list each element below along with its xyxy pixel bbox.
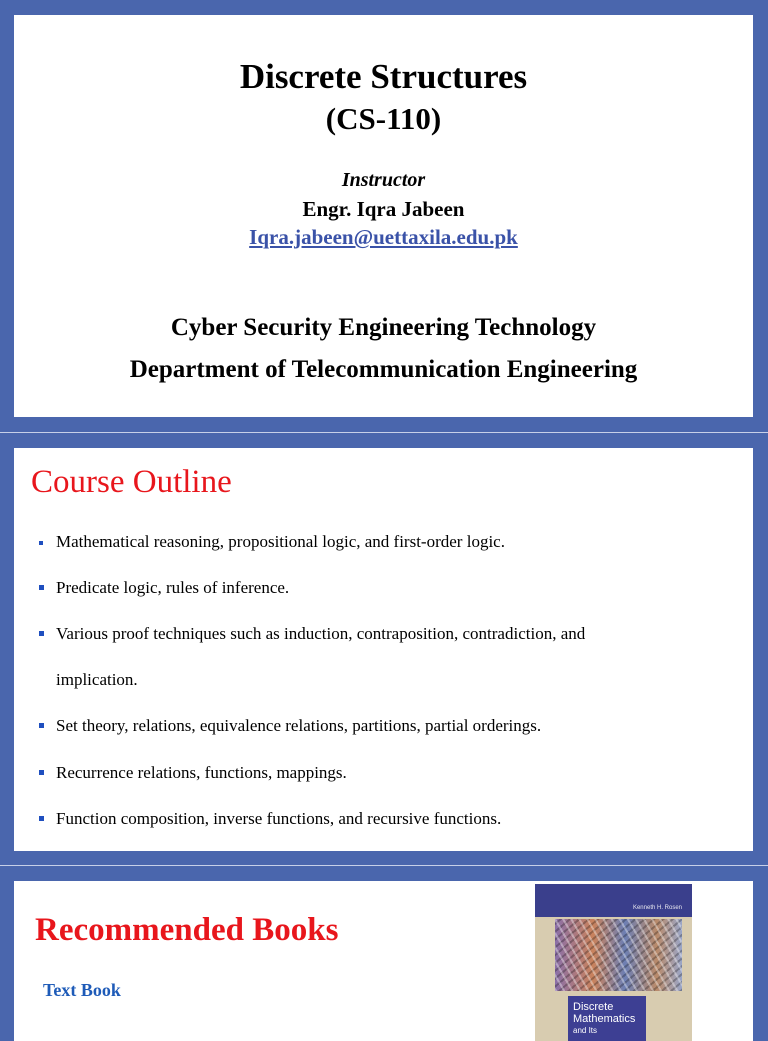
book-title-line: Discrete: [573, 1001, 614, 1013]
list-item-text: Set theory, relations, equivalence relations, partitions, partial orderings.: [56, 716, 542, 735]
book-cover-image: [535, 884, 692, 1041]
list-item-text: implication.: [56, 670, 138, 689]
book-title-line: and Its: [573, 1026, 598, 1035]
instructor-email-link[interactable]: Iqra.jabeen@uettaxila.edu.pk: [249, 225, 518, 249]
course-outline-heading: Course Outline: [31, 464, 232, 500]
book-title-block: [568, 996, 646, 1041]
list-item-text: Predicate logic, rules of inference.: [56, 578, 290, 597]
bullet-icon: [39, 585, 44, 590]
bullet-icon: [39, 816, 44, 821]
book-cover-band: [535, 884, 692, 917]
bullet-icon: [39, 723, 44, 728]
bullet-icon: [39, 541, 43, 545]
slide-divider: [0, 865, 768, 866]
course-title: Discrete Structures: [239, 57, 528, 96]
course-outline-slide: [14, 448, 753, 851]
list-item-text: Mathematical reasoning, propositional logic, and first-order logic.: [56, 532, 505, 551]
instructor-label: Instructor: [341, 169, 426, 191]
bullet-icon: [39, 631, 44, 636]
list-item-text: Recurrence relations, functions, mappings.: [56, 763, 347, 782]
department-name: Department of Telecommunication Engineering: [129, 356, 638, 383]
slide-divider: [0, 432, 768, 433]
course-code: (CS-110): [325, 101, 442, 136]
list-item-text: Function composition, inverse functions, and recursive functions.: [56, 809, 502, 828]
book-cover-art: [555, 919, 682, 991]
text-book-label: Text Book: [43, 980, 121, 1000]
book-title-line: Mathematics: [573, 1013, 636, 1025]
list-item-text: Various proof techniques such as induction, contraposition, contradiction, and: [56, 624, 586, 643]
instructor-name: Engr. Iqra Jabeen: [302, 197, 465, 221]
recommended-books-heading: Recommended Books: [35, 912, 339, 948]
book-author: Kenneth H. Rosen: [632, 905, 682, 911]
bullet-icon: [39, 770, 44, 775]
recommended-books-slide: [14, 881, 753, 1041]
title-slide: [14, 15, 753, 417]
program-name: Cyber Security Engineering Technology: [170, 314, 597, 341]
